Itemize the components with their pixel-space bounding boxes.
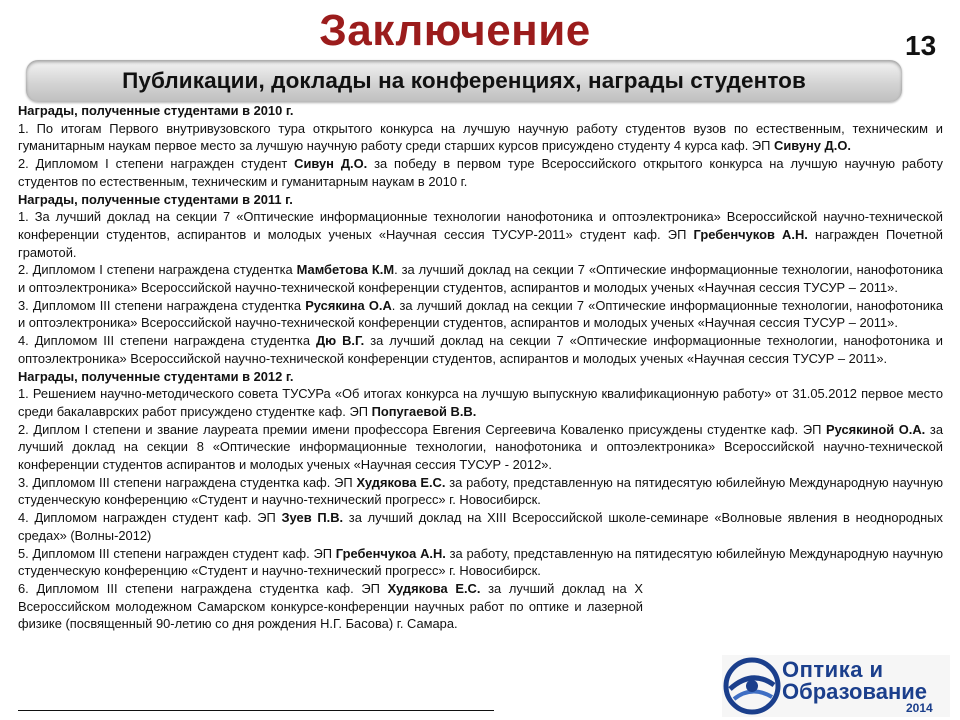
section-heading-2010: Награды, полученные студентами в 2010 г. — [18, 103, 294, 118]
subtitle-banner — [26, 60, 902, 102]
award-text: 4. Дипломом награжден студент каф. ЭП — [18, 510, 282, 526]
award-paragraph — [18, 474, 943, 509]
student-name: Худякова Е.С. — [387, 580, 481, 596]
optics-education-logo — [722, 655, 950, 717]
student-name: Попугаевой В.В. — [371, 403, 477, 419]
award-text: 5. Дипломом III степени награжден студент каф. ЭП — [18, 545, 336, 561]
award-text: 1. За лучший доклад на секции 7 «Оптические информационные технологии нанофотоника и оптоэлектроника» Всероссийской научно-технической конференции студентов, аспирантов и молодых ученых «Научная сессия ТУСУР-2011» студент каф. ЭП — [18, 209, 943, 242]
student-name: Худякова Е.С. — [356, 474, 446, 490]
award-text: за лучший доклад на секции 7 «Оптические информационные технологии, нанофотоника и оптоэлектроника» Всероссийской научно-технической конференции студентов, аспирантов и молодых ученых «Научная сессия ТУСУР – 2011». — [18, 333, 943, 366]
subtitle-text: Публикации, доклады на конференциях, награды студентов — [122, 68, 806, 93]
award-text: 1. По итогам Первого внутривузовского тура открытого конкурса на лучшую научную работу студентов вузов по естественным, техническим и гуманитарным наукам первое место за лучшую научную работу среди старших курсов присуждено студенту 4 курса каф. ЭП — [18, 120, 943, 154]
student-name: Сивун Д.О. — [294, 156, 368, 172]
student-name: Дю В.Г. — [315, 333, 365, 349]
award-paragraph — [18, 155, 943, 190]
award-paragraph — [18, 261, 943, 296]
logo-line2: Образование — [782, 679, 927, 704]
award-text: за работу, представленную на пятидесятую юбилейную Международную научную студенческую конференцию «Студент и научно-технический прогресс» г. Новосибирск. — [18, 545, 943, 579]
logo-emblem-icon — [722, 655, 784, 717]
award-text: 3. Дипломом III степени награждена студентка — [18, 297, 306, 313]
logo-line1: Оптика и — [782, 657, 884, 682]
logo-year: 2014 — [906, 701, 933, 715]
awards-text — [18, 102, 943, 633]
award-text: за лучший доклад на секции 8 «Оптические информационные технологии, нанофотоника и оптоэлектроника» Всероссийской научно-технической конференции студентов аспирантов и молодых ученых «Научная сессия ТУСУР - 2012». — [18, 421, 943, 473]
award-paragraph — [18, 332, 943, 367]
award-text: 2. Дипломом I степени награжден студент — [18, 156, 295, 172]
student-name: Русякина О.А — [305, 297, 392, 313]
award-paragraph — [18, 297, 943, 332]
award-paragraph — [18, 120, 943, 155]
section-heading-2012: Награды, полученные студентами в 2012 г. — [18, 368, 294, 384]
award-text: 6. Дипломом III степени награждена студентка каф. ЭП — [18, 580, 388, 596]
award-paragraph — [18, 580, 643, 633]
award-paragraph — [18, 509, 943, 544]
student-name: Сивуну Д.О. — [774, 138, 851, 154]
award-text: 2. Дипломом I степени награждена студентка — [18, 262, 297, 278]
student-name: Мамбетова К.М — [296, 262, 395, 278]
award-paragraph — [18, 545, 943, 580]
section-heading-2011: Награды, полученные студентами в 2011 г. — [18, 191, 293, 207]
student-name: Гребенчуков А.Н. — [693, 226, 808, 242]
student-name: Русякиной О.А. — [826, 421, 926, 437]
student-name: Гребенчукоа А.Н. — [335, 545, 446, 561]
award-text: 1. Решением научно-методического совета ТУСУРа «Об итогах конкурса на лучшую выпускную квалификационную работу» от 31.05.2012 первое место среди бакалаврских работ присуждено студентке каф. ЭП — [18, 386, 943, 419]
footnote-separator — [18, 710, 494, 711]
award-paragraph — [18, 385, 943, 420]
award-text: награжден Почетной грамотой. — [18, 226, 943, 260]
award-text: . за лучший доклад на секции 7 «Оптические информационные технологии, нанофотоника и оптоэлектроника» Всероссийской научно-технической конференции студентов, аспирантов и молодых ученых «Научная сессия ТУСУР – 2011». — [18, 262, 943, 296]
slide-title: Заключение — [319, 6, 591, 55]
award-text: 3. Дипломом III степени награждена студентка каф. ЭП — [18, 474, 357, 490]
page-number: 13 — [905, 30, 937, 61]
award-text: 4. Дипломом III степени награждена студентка — [18, 333, 316, 349]
award-text: . за лучший доклад на секции 7 «Оптические информационные технологии, нанофотоника и оптоэлектроника» Всероссийской научно-технической конференции студентов, аспирантов и молодых ученых «Научная сессия ТУСУР – 2011». — [18, 297, 943, 331]
award-text: за лучший доклад на X Всероссийском молодежном Самарском конкурсе-конференции научных работ по оптике и лазерной физике (посвященный 90-летию со дня рождения Н.Г. Басова) г. Самара. — [18, 580, 643, 632]
award-paragraph — [18, 208, 943, 261]
award-text: за победу в первом туре Всероссийского открытого конкурса на лучшую научную работу студентов по естественным, техническим и гуманитарным наукам в 2010 г. — [18, 156, 943, 189]
award-text: 2. Диплом I степени и звание лауреата премии имени профессора Евгения Сергеевича Коваленко присуждены студентке каф. ЭП — [18, 421, 827, 437]
award-paragraph — [18, 421, 943, 474]
award-text: за работу, представленную на пятидесятую юбилейную Международную научную студенческую конференцию «Студент и научно-технический прогресс» г. Новосибирск. — [18, 474, 943, 508]
award-text: за лучший доклад на XIII Всероссийской школе-семинаре «Волновые явления в неоднородных средах» (Волны-2012) — [18, 510, 943, 543]
student-name: Зуев П.В. — [281, 510, 344, 526]
